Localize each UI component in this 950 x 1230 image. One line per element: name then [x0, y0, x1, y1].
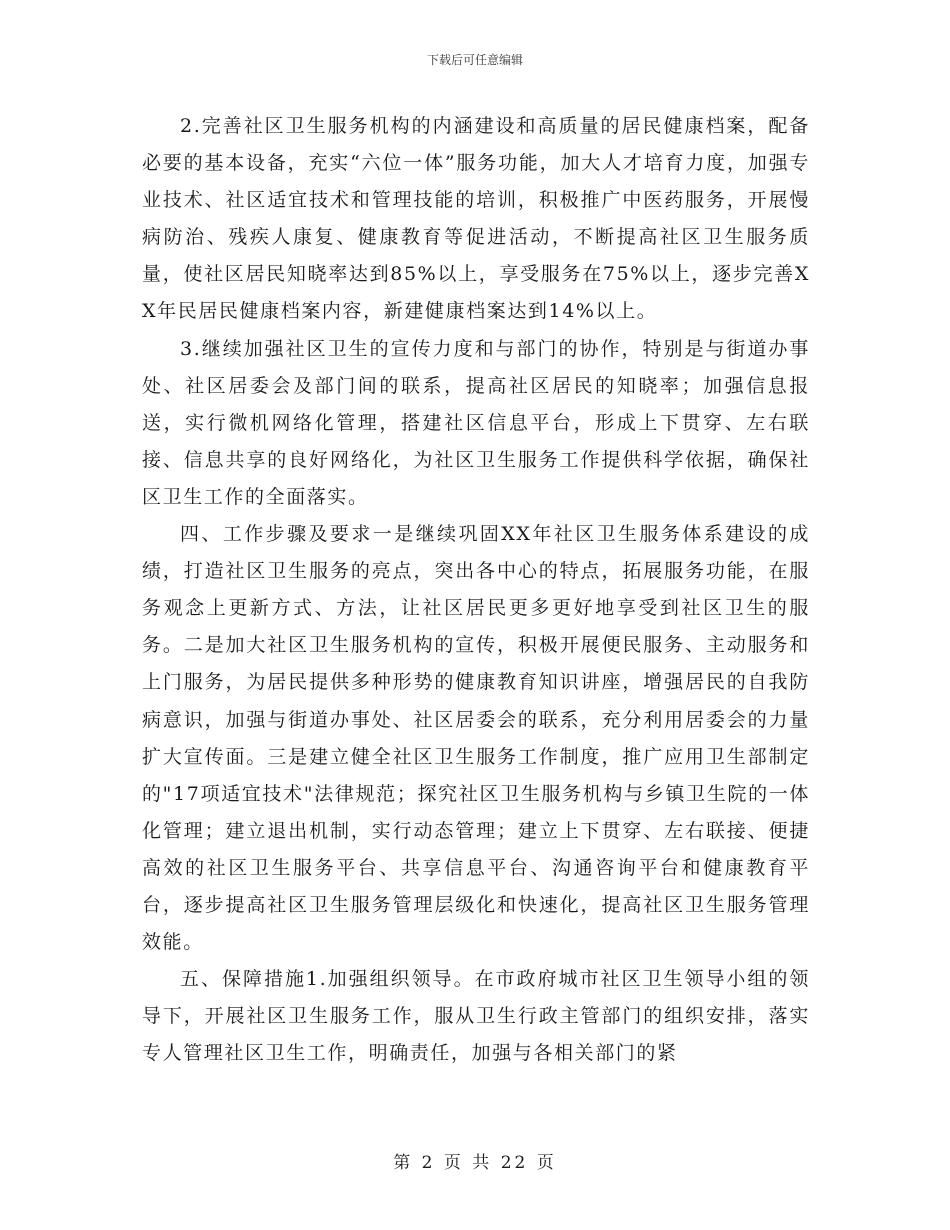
paragraph-section-5-measures: 五、保障措施1.加强组织领导。在市政府城市社区卫生领导小组的领导下，开展社区卫生服务工作，服从卫生行政主管部门的组织安排，落实专人管理社区卫生工作，明确责任，加强与各相关部门的紧: [142, 968, 810, 1065]
document-body: [142, 108, 810, 1072]
page-number: 第 2 页 共 22 页: [393, 1153, 557, 1173]
paragraph-section-4-steps: 四、工作步骤及要求一是继续巩固XX年社区卫生服务体系建设的成绩，打造社区卫生服务的亮点，突出各中心的特点，拓展服务功能，在服务观念上更新方式、方法，让社区居民更多更好地享受到社区卫生的服务。二是加大社区卫生服务机构的宣传，积极开展便民服务、主动服务和上门服务，为居民提供多种形势的健康教育知识讲座，增强居民的自我防病意识，加强与街道办事处、社区居委会的联系，充分利用居委会的力量扩大宣传面。三是建立健全社区卫生服务工作制度，推广应用卫生部制定的"17项适宜技术"法律规范；探究社区卫生服务机构与乡镇卫生院的一体化管理；建立退出机制，实行动态管理；建立上下贯穿、左右联接、便捷高效的社区卫生服务平台、共享信息平台、沟通咨询平台和健康教育平台，逐步提高社区卫生服务管理层级化和快速化，提高社区卫生服务管理效能。: [142, 523, 810, 954]
paragraph-item-2: 2.完善社区卫生服务机构的内涵建设和高质量的居民健康档案，配备必要的基本设备，充实“六位一体”服务功能，加大人才培育力度，加强专业技术、社区适宜技术和管理技能的培训，积极推广中医药服务，开展慢病防治、残疾人康复、健康教育等促进活动，不断提高社区卫生服务质量，使社区居民知晓率达到85%以上，享受服务在75%以上，逐步完善XX年民居民健康档案内容，新建健康档案达到14%以上。: [142, 115, 810, 323]
page-header-note: 下载后可任意编辑: [426, 53, 523, 67]
paragraph-item-3: 3.继续加强社区卫生的宣传力度和与部门的协作，特别是与街道办事处、社区居委会及部门间的联系，提高社区居民的知晓率；加强信息报送，实行微机网络化管理，搭建社区信息平台，形成上下贯穿、左右联接、信息共享的良好网络化，为社区卫生服务工作提供科学依据，确保社区卫生工作的全面落实。: [142, 337, 810, 508]
